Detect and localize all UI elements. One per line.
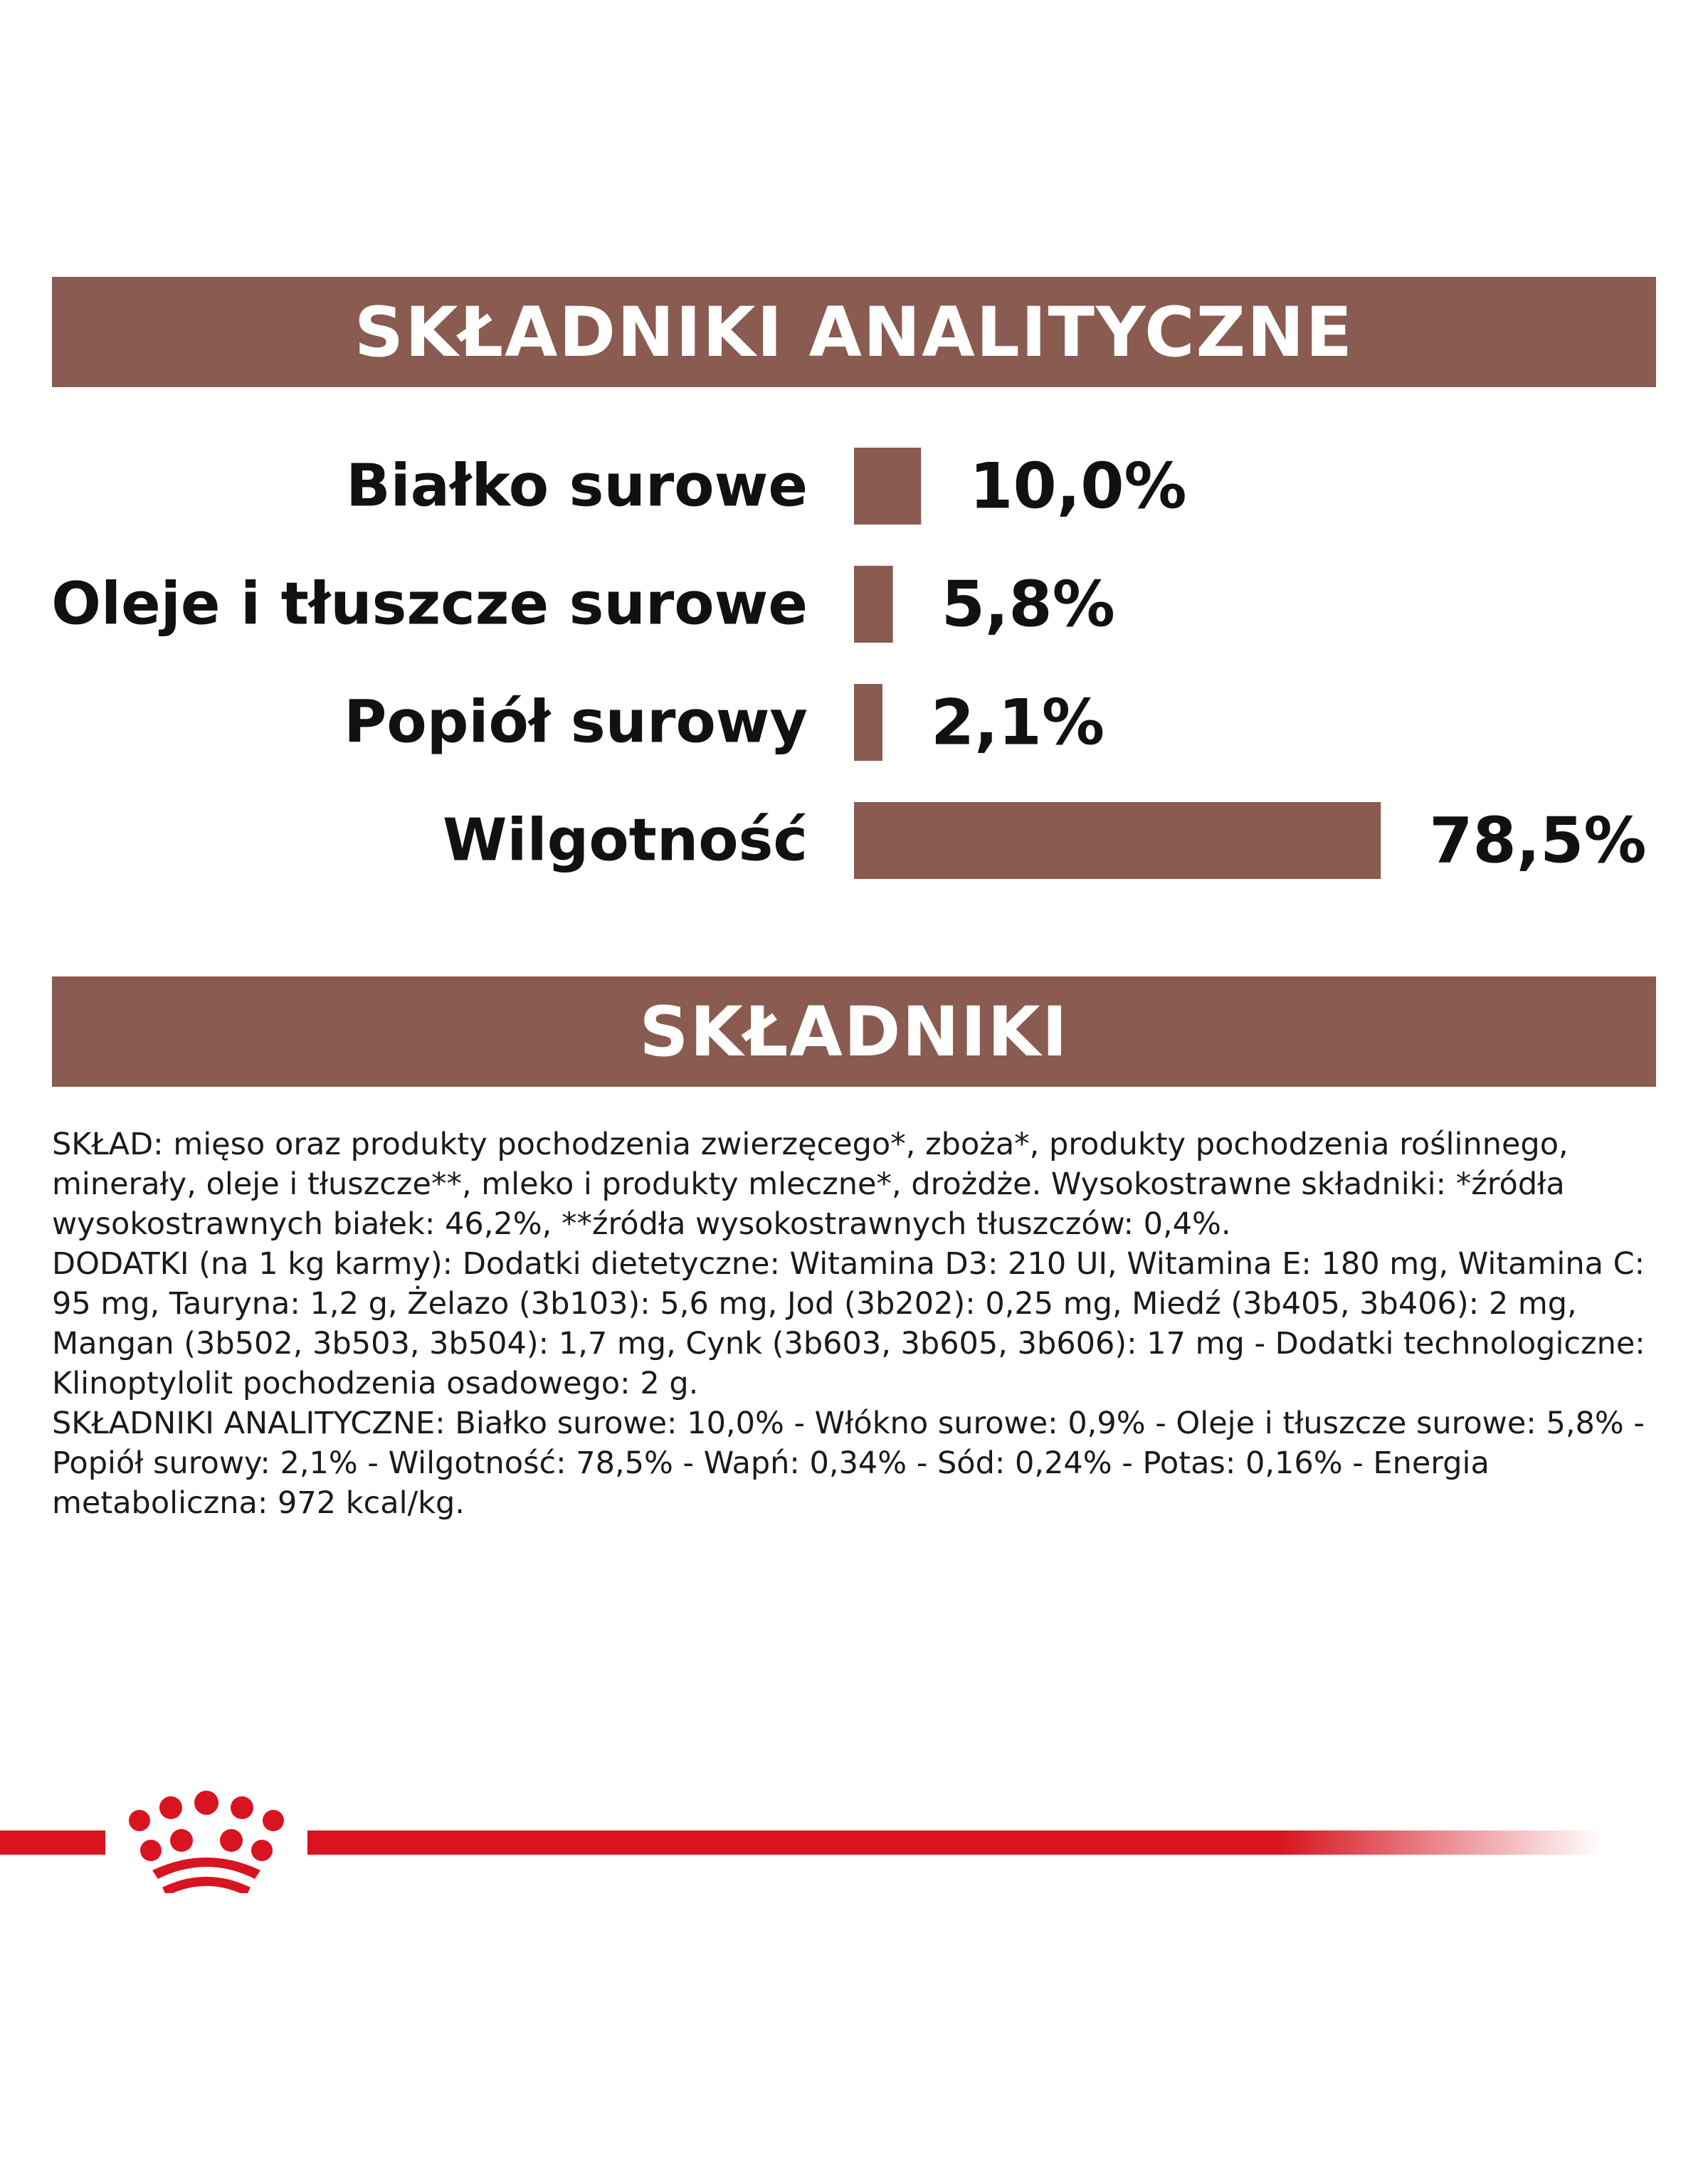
- ingredients-title: SKŁADNIKI: [639, 991, 1069, 1072]
- analytic-constituents-banner: [52, 277, 1656, 387]
- category-label: Popiół surowy: [344, 688, 808, 757]
- analytic-bar-chart: [0, 427, 1708, 911]
- bar: [854, 802, 1381, 879]
- value-label: 78,5%: [1429, 804, 1647, 878]
- footer-red-line-left: [0, 1830, 105, 1855]
- composition-paragraph-ingredients: SKŁAD: mięso oraz produkty pochodzenia zwierzęcego*, zboża*, produkty pochodzenia roślinnego, minerały, oleje i tłuszcze**, mleko i produkty mleczne*, drożdże. Wysokostrawne składniki: *źródła wysokostrawnych białek: 46,2%, **źródła wysokostrawnych tłuszczów: 0,4%.: [52, 1127, 1569, 1242]
- composition-paragraph-additives: DODATKI (na 1 kg karmy): Dodatki dietetyczne: Witamina D3: 210 UI, Witamina E: 180 mg, Witamina C: 95 mg, Tauryna: 1,2 g, Żelazo (3b103): 5,6 mg, Jod (3b202): 0,25 mg, Miedź (3b405, 3b406): 2 mg, Mangan (3b502, 3b503, 3b504): 1,7 mg, Cynk (3b603, 3b605, 3b606): 17 mg - Dodatki technologiczne: Klinoptylolit pochodzenia osadowego: 2 g.: [52, 1246, 1645, 1401]
- category-label: Białko surowe: [346, 452, 808, 520]
- value-label: 2,1%: [931, 685, 1105, 759]
- category-label: Oleje i tłuszcze surowe: [51, 570, 808, 638]
- category-label: Wilgotność: [442, 806, 808, 875]
- bar: [854, 448, 921, 525]
- royal-canin-crown-icon: [129, 1791, 284, 1893]
- analytic-constituents-title: SKŁADNIKI ANALITYCZNE: [354, 292, 1354, 372]
- brand-footer: [0, 1779, 1708, 1893]
- value-label: 5,8%: [941, 567, 1115, 641]
- composition-paragraph-analytic: SKŁADNIKI ANALITYCZNE: Białko surowe: 10,0% - Włókno surowe: 0,9% - Oleje i tłuszcze surowe: 5,8% - Popiół surowy: 2,1% - Wilgotność: 78,5% - Wapń: 0,34% - Sód: 0,24% - Potas: 0,16% - Energia metaboliczna: 972 kcal/kg.: [52, 1406, 1645, 1521]
- bar: [854, 566, 893, 643]
- ingredients-banner: [52, 976, 1656, 1087]
- footer-red-line-right: [307, 1830, 1603, 1855]
- composition-text: [52, 1124, 1656, 1523]
- bar: [854, 684, 882, 761]
- value-label: 10,0%: [969, 449, 1187, 523]
